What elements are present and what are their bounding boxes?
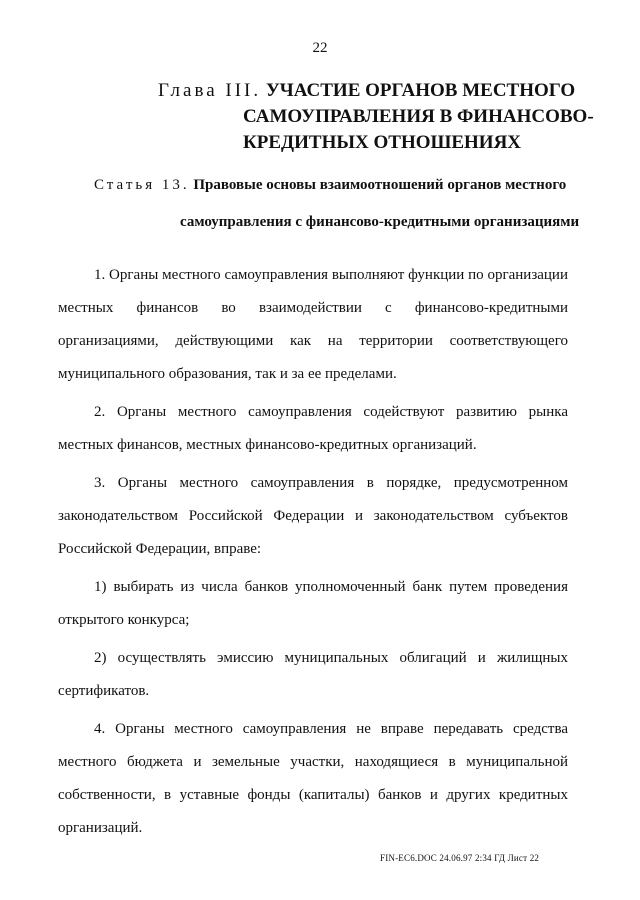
article-title-line-1: Правовые основы взаимоотношений органов местного [193, 177, 567, 193]
paragraph-3-item-1: 1) выбирать из числа банков уполномоченный банк путем проведения открытого конкурса; [58, 579, 568, 628]
page-number: 22 [312, 40, 328, 56]
article-body [58, 259, 568, 850]
paragraph-4: 4. Органы местного самоуправления не вправе передавать средства местного бюджета и земельные участки, находящиеся в муниципальной собственности, в уставные фонды (капиталы) банков и других кредитных организаций. [58, 721, 568, 836]
chapter-heading-line-3 [243, 130, 521, 156]
paragraph-3: 3. Органы местного самоуправления в порядке, предусмотренном законодательством Российской Федерации и законодательством субъектов Российской Федерации, вправе: [58, 475, 568, 557]
chapter-title-line-2: САМОУПРАВЛЕНИЯ В ФИНАНСОВО- [243, 106, 594, 127]
paragraph-3-item-2: 2) осуществлять эмиссию муниципальных облигаций и жилищных сертификатов. [58, 650, 568, 699]
chapter-title-line-1: УЧАСТИЕ ОРГАНОВ МЕСТНОГО [265, 80, 576, 101]
chapter-heading-line-1 [158, 78, 575, 104]
chapter-title-line-3: КРЕДИТНЫХ ОТНОШЕНИЯХ [243, 132, 522, 153]
article-prefix: Статья 13. [94, 177, 190, 193]
paragraph-2: 2. Органы местного самоуправления содействуют развитию рынка местных финансов, местных финансово-кредитных организаций. [58, 404, 568, 453]
paragraph-1: 1. Органы местного самоуправления выполняют функции по организации местных финансов во взаимодействии с финансово-кредитными организациями, действующими как на территории соответствующего муниципального образования, так и за ее пределами. [58, 267, 568, 382]
document-footer: FIN-EC6.DOC 24.06.97 2:34 ГД Лист 22 [380, 853, 540, 863]
chapter-prefix: Глава III. [158, 80, 262, 101]
chapter-heading-line-2 [243, 104, 594, 130]
article-title-line-2: самоуправления с финансово-кредитными организациями [180, 214, 580, 230]
article-heading-line-1 [94, 177, 566, 194]
